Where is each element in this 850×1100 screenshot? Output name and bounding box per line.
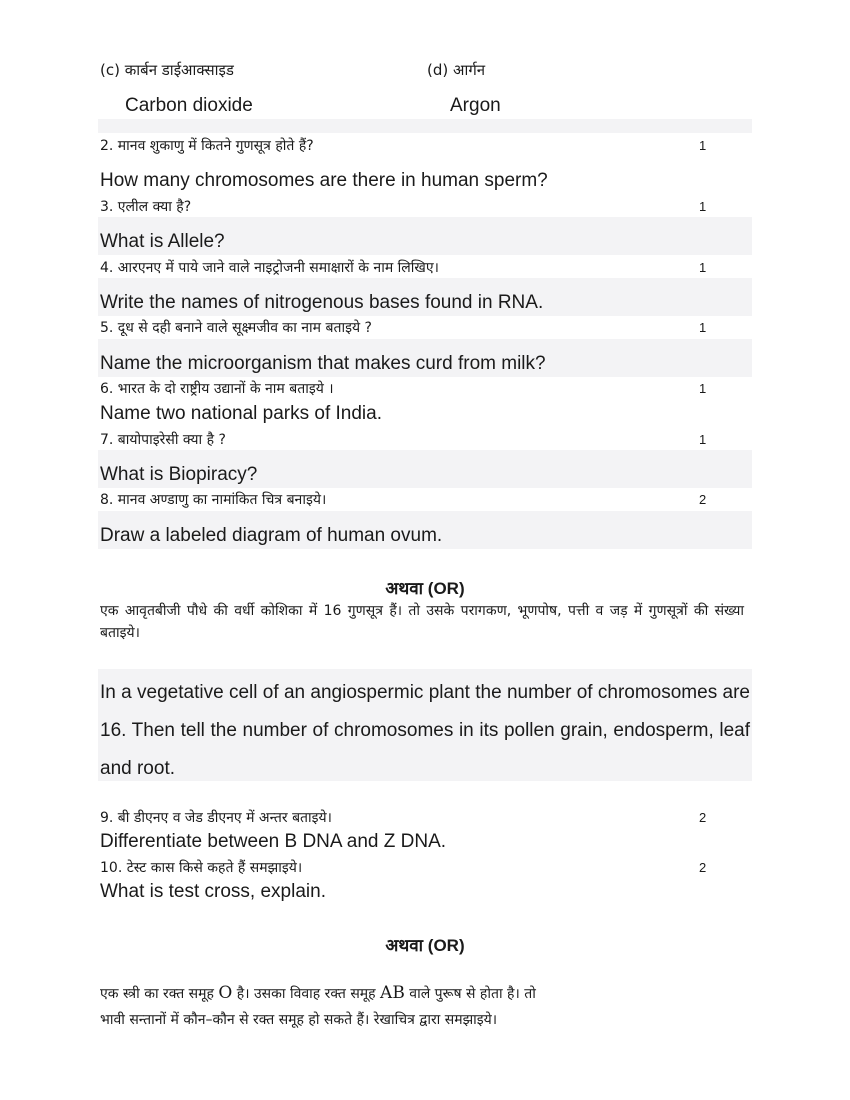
or-heading-2: अथवा (OR) — [385, 936, 465, 955]
question-7-english: What is Biopiracy? — [100, 464, 258, 485]
or-question-8-english: In a vegetative cell of an angiospermic plant the number of chromosomes are 16. Then tell the number of chromosomes in its pollen grain, endosperm, leaf and root. — [100, 682, 750, 779]
option-c-english: Carbon dioxide — [125, 95, 253, 116]
option-d-english: Argon — [450, 95, 501, 116]
question-8-marks: 2 — [699, 492, 707, 507]
or-heading-1: अथवा (OR) — [385, 579, 465, 598]
question-2-english: How many chromosomes are there in human sperm? — [100, 170, 548, 191]
question-10-english: What is test cross, explain. — [100, 881, 326, 902]
question-3-marks: 1 — [699, 199, 707, 214]
blood-group-ab: AB — [380, 983, 405, 1003]
question-9-english: Differentiate between B DNA and Z DNA. — [100, 831, 447, 852]
question-3-hindi: 3. एलील क्या है? — [100, 199, 192, 215]
question-4-marks: 1 — [699, 260, 707, 275]
or-question-10-line-2: भावी सन्तानों में कौन–कौन से रक्त समूह हो सकते हैं। रेखाचित्र द्वारा समझाइये। — [100, 1012, 498, 1028]
highlight-band — [98, 119, 752, 133]
question-9-hindi: 9. बी डीएनए व जेड डीएनए में अन्तर बताइये। — [100, 810, 332, 826]
blood-group-o: O — [218, 983, 233, 1003]
question-6-marks: 1 — [699, 381, 707, 396]
option-c-hindi: (c) कार्बन डाईआक्साइड — [100, 61, 234, 79]
question-6-english: Name two national parks of India. — [100, 403, 382, 424]
question-5-hindi: 5. दूध से दही बनाने वाले सूक्ष्मजीव का नाम बताइये ? — [100, 320, 372, 336]
question-7-marks: 1 — [699, 432, 707, 447]
or-q10-text-1: एक स्त्री का रक्त समूह — [100, 986, 214, 1002]
or-question-10-line-1 — [100, 983, 536, 1003]
question-6-hindi: 6. भारत के दो राष्ट्रीय उद्यानों के नाम बताइये । — [100, 381, 334, 397]
question-10-marks: 2 — [699, 860, 707, 875]
question-9-marks: 2 — [699, 810, 707, 825]
question-4-english: Write the names of nitrogenous bases found in RNA. — [100, 292, 544, 313]
or-q10-text-3: वाले पुरूष से होता है। तो — [409, 986, 536, 1002]
question-3-english: What is Allele? — [100, 231, 225, 252]
or-q10-text-2: है। उसका विवाह रक्त समूह — [236, 986, 376, 1002]
question-5-english: Name the microorganism that makes curd from milk? — [100, 353, 546, 374]
or-question-8-hindi: एक आवृतबीजी पौधे की वर्धी कोशिका में 16 गुणसूत्र हैं। तो उसके परागकण, भूणपोष, पत्ती व जड़ में गुणसूत्रों की संख्या बताइये। — [100, 603, 744, 641]
question-10-hindi: 10. टेस्ट कास किसे कहते हैं समझाइये। — [100, 860, 303, 876]
option-d-hindi: (d) आर्गन — [427, 61, 486, 79]
question-2-marks: 1 — [699, 138, 707, 153]
question-8-hindi: 8. मानव अण्डाणु का नामांकित चित्र बनाइये। — [100, 492, 327, 508]
question-5-marks: 1 — [699, 320, 707, 335]
question-4-hindi: 4. आरएनए में पाये जाने वाले नाइट्रोजनी समाक्षारों के नाम लिखिए। — [100, 260, 439, 276]
question-2-hindi: 2. मानव शुकाणु में कितने गुणसूत्र होते हैं? — [100, 138, 314, 154]
question-8-english: Draw a labeled diagram of human ovum. — [100, 525, 443, 546]
question-7-hindi: 7. बायोपाइरेसी क्या है ? — [100, 432, 226, 448]
